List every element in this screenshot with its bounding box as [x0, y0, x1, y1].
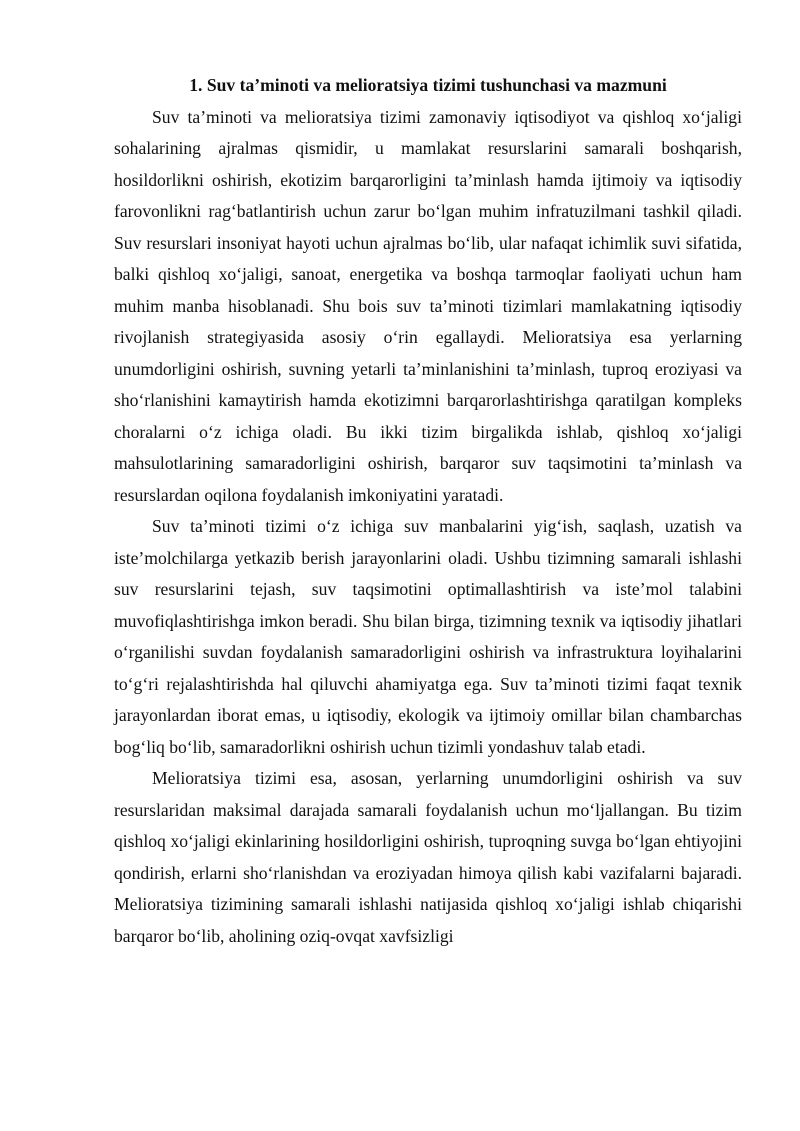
document-page — [114, 70, 742, 952]
section-heading: 1. Suv ta’minoti va melioratsiya tizimi tushunchasi va mazmuni — [189, 75, 667, 95]
paragraph-1: Suv ta’minoti va melioratsiya tizimi zamonaviy iqtisodiyot va qishloq xo‘jaligi sohalarining ajralmas qismidir, u mamlakat resurslarini samarali boshqarish, hosildorlikni oshirish, ekotizim barqarorligini ta’minlash hamda ijtimoiy va iqtisodiy farovonlikni rag‘batlantirish uchun zarur bo‘lgan muhim infratuzilmani tashkil qiladi. Suv resurslari insoniyat hayoti uchun ajralmas bo‘lib, ular nafaqat ichimlik suvi sifatida, balki qishloq xo‘jaligi, sanoat, energetika va boshqa tarmoqlar faoliyati uchun ham muhim manba hisoblanadi. Shu bois suv ta’minoti tizimlari mamlakatning iqtisodiy rivojlanish strategiyasida asosiy o‘rin egallaydi. Melioratsiya esa yerlarning unumdorligini oshirish, suvning yetarli ta’minlanishini ta’minlash, tuproq eroziyasi va sho‘rlanishini kamaytirish hamda ekotizimni barqarorlashtirishga qaratilgan kompleks choralarni o‘z ichiga oladi. Bu ikki tizim birgalikda ishlab, qishloq xo‘jaligi mahsulotlarining samaradorligini oshirish, barqaror suv taqsimotini ta’minlash va resurslardan oqilona foydalanish imkoniyatini yaratadi. — [114, 106, 742, 505]
paragraph-2: Suv ta’minoti tizimi o‘z ichiga suv manbalarini yig‘ish, saqlash, uzatish va iste’molchilarga yetkazib berish jarayonlarini oladi. Ushbu tizimning samarali ishlashi suv resurslarini tejash, suv taqsimotini optimallashtirish va iste’mol talabini muvofiqlashtirishga imkon beradi. Shu bilan birga, tizimning texnik va iqtisodiy jihatlari o‘rganilishi suvdan foydalanish samaradorligini oshirish va infrastruktura loyihalarini to‘g‘ri rejalashtirishda hal qiluvchi ahamiyatga ega. Suv ta’minoti tizimi faqat texnik jarayonlardan iborat emas, u iqtisodiy, ekologik va ijtimoiy omillar bilan chambarchas bog‘liq bo‘lib, samaradorlikni oshirish uchun tizimli yondashuv talab etadi. — [114, 516, 742, 757]
paragraph-3: Melioratsiya tizimi esa, asosan, yerlarning unumdorligini oshirish va suv resurslaridan maksimal darajada samarali foydalanish uchun mo‘ljallangan. Bu tizim qishloq xo‘jaligi ekinlarining hosildorligini oshirish, tuproqning suvga bo‘lgan ehtiyojini qondirish, erlarni sho‘rlanishdan va eroziyadan himoya qilish kabi vazifalarni bajaradi. Melioratsiya tizimining samarali ishlashi natijasida qishloq xo‘jaligi ishlab chiqarishi barqaror bo‘lib, aholining oziq-ovqat xavfsizligi — [114, 768, 742, 946]
